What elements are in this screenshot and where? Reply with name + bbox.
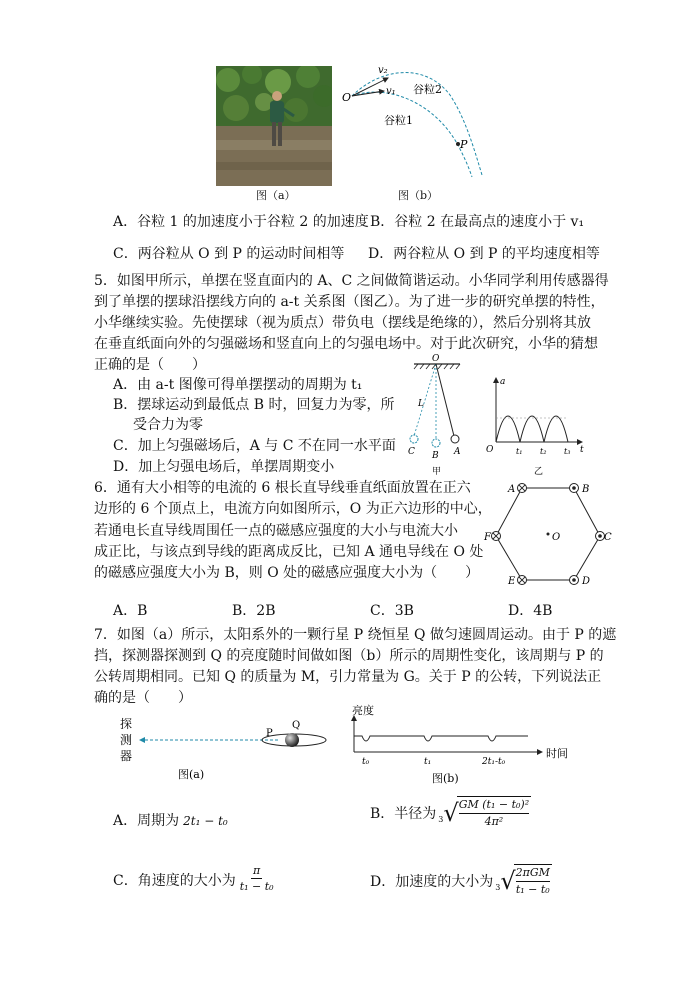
q7-option-d: D．加速度的大小为 3 √ 2πGM t₁ − t₀ <box>370 866 550 896</box>
wire-B-dot <box>570 484 579 493</box>
hex-E: E <box>508 576 516 587</box>
wire-D-dot <box>570 576 579 585</box>
q6-option-b: B．2B <box>232 603 276 619</box>
trajectory-diagram <box>340 60 490 185</box>
pendulum-L: L <box>418 399 424 409</box>
q5-option-c: C．加上匀强磁场后，A 与 C 不在同一水平面 <box>113 438 396 454</box>
pendulum-A: A <box>454 447 461 457</box>
orbit-caption: 图(a) <box>178 768 205 781</box>
q7-option-a-expr: 2t₁ − t₀ <box>183 814 228 828</box>
graph-t3: t₃ <box>564 447 571 456</box>
cube-root-index-d: 3 <box>495 883 501 892</box>
q4-option-b: B．谷粒 2 在最高点的速度小于 v₁ <box>370 214 585 230</box>
label-v2: v₂ <box>378 65 388 76</box>
q4-option-a: A．谷粒 1 的加速度小于谷粒 2 的加速度 <box>113 214 369 230</box>
label-P: P <box>460 138 468 151</box>
q7-option-a: A．周期为 2t₁ − t₀ <box>113 813 228 829</box>
planet-P: P <box>266 728 273 739</box>
trajectory-grain1 <box>352 92 472 177</box>
hexagon-figure <box>476 476 616 590</box>
q7-option-b-denominator: 4π² <box>484 815 504 828</box>
q7-option-c: C．角速度的大小为 $\frac{\pi}{\text{t₁ − t₀}}$ <box>113 864 274 893</box>
graph-xlabel: 时间 <box>546 747 568 760</box>
a-t-graph <box>484 372 588 480</box>
detector-label-3: 器 <box>120 749 133 763</box>
q7-option-c-numerator: π <box>253 864 261 877</box>
hex-B: B <box>582 484 590 495</box>
cube-root-index: 3 <box>438 815 444 824</box>
pendulum-caption: 甲 <box>432 467 442 477</box>
label-O: O <box>342 91 352 104</box>
hex-F: F <box>484 532 491 543</box>
label-grain2: 谷粒2 <box>413 83 442 96</box>
pendulum-figure <box>402 354 470 478</box>
q5-option-b-line1: B．摆球运动到最低点 B 时，回复力为零，所 <box>113 397 395 413</box>
label-grain1: 谷粒1 <box>384 114 413 127</box>
q7-option-d-denominator: t₁ − t₀ <box>515 883 550 896</box>
star-Q: Q <box>292 720 301 731</box>
brightness-graph <box>346 702 582 788</box>
graph-t1: t₁ <box>424 757 432 767</box>
q5-option-d: D．加上匀强电场后，单摆周期变小 <box>113 459 335 475</box>
q7-option-d-numerator: 2πGM <box>516 865 550 882</box>
q6-option-a: A．B <box>113 603 148 619</box>
q4-option-d: D．两谷粒从 O 到 P 的平均速度相等 <box>368 246 600 262</box>
graph-caption: 乙 <box>534 467 544 477</box>
label-v1: v₁ <box>386 86 396 97</box>
hex-C: C <box>604 532 612 543</box>
graph-t1: t₁ <box>516 447 523 456</box>
graph-O: O <box>486 445 494 455</box>
q5-option-b-line2: 受合力为零 <box>133 417 203 433</box>
farmer-photo <box>216 66 332 186</box>
graph-ylabel: 亮度 <box>352 704 374 717</box>
hex-O: O <box>552 532 561 543</box>
graph-t2: t₂ <box>540 447 547 456</box>
orbit-figure <box>116 712 346 788</box>
q7-option-b: B．半径为 3 √ $\frac{\text{GM (t₁ − t₀)²}}{\text{4π²}}$ <box>370 798 530 828</box>
pendulum-C: C <box>408 447 415 457</box>
wire-A-cross <box>518 484 527 493</box>
q7-option-c-denominator: t₁ − t₀ <box>239 880 274 893</box>
detector-label-1: 探 <box>120 717 133 731</box>
q6-option-d: D．4B <box>508 603 553 619</box>
wire-E-cross <box>518 576 527 585</box>
pendulum-B: B <box>432 451 439 461</box>
q6-option-c: C．3B <box>370 603 414 619</box>
pendulum-O: O <box>432 354 440 364</box>
graph-t: t <box>580 445 584 455</box>
hex-D: D <box>582 576 591 587</box>
q5-option-a: A．由 a-t 图像可得单摆摆动的周期为 t₁ <box>113 377 363 393</box>
wire-F-cross <box>492 532 501 541</box>
graph-a: a <box>500 377 506 387</box>
q7-option-b-numerator: GM (t₁ − t₀)² <box>459 797 529 814</box>
graph-2t1-t0: 2t₁-t₀ <box>482 757 506 767</box>
q4-option-c: C．两谷粒从 O 到 P 的运动时间相等 <box>113 246 345 262</box>
photo-caption: 图（a） <box>256 189 296 202</box>
graph-t0: t₀ <box>362 757 370 767</box>
graph-caption: 图(b) <box>432 772 459 785</box>
hex-A: A <box>508 484 516 495</box>
diagram-caption: 图（b） <box>398 189 439 202</box>
detector-label-2: 测 <box>120 733 133 747</box>
